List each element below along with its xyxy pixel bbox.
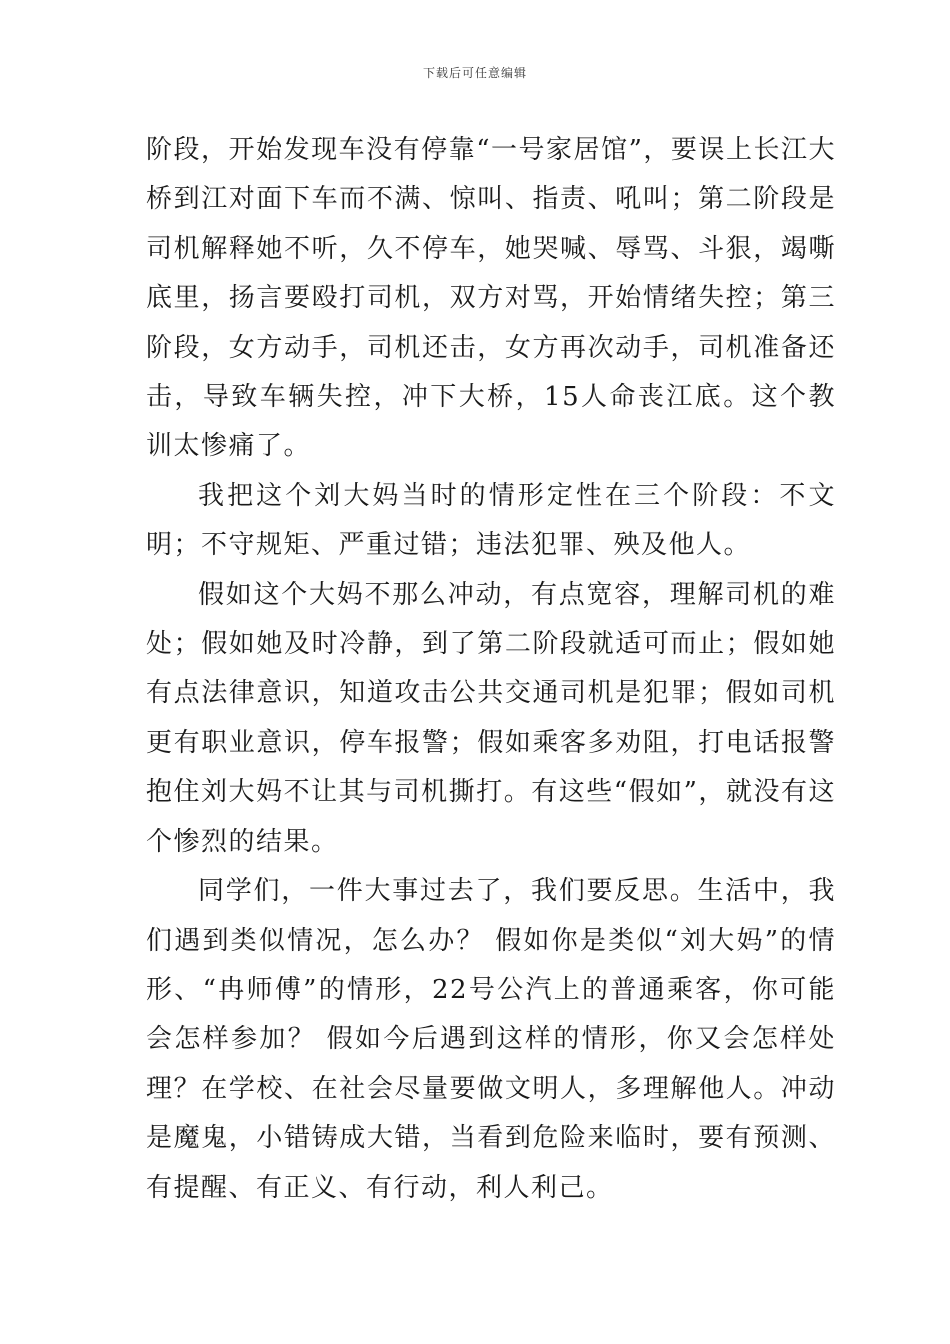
paragraph-1: 阶段，开始发现车没有停靠“一号家居馆”，要误上长江大桥到江对面下车而不满、惊叫、指责、吼叫；第二阶段是司机解释她不听，久不停车，她哭喊、辱骂、斗狠，竭嘶底里，扬言要殴打司机，双方对骂，开始情绪失控；第三阶段，女方动手，司机还击，女方再次动手，司机准备还击，导致车辆失控，冲下大桥，15人命丧江底。这个教训太惨痛了。 bbox=[146, 135, 836, 462]
document-body bbox=[146, 126, 836, 1213]
paragraph-2: 我把这个刘大妈当时的情形定性在三个阶段：不文明；不守规矩、严重过错；违法犯罪、殃及他人。 bbox=[146, 480, 836, 561]
page-header: 下载后可任意编辑 bbox=[422, 66, 527, 80]
paragraph-3: 假如这个大妈不那么冲动，有点宽容，理解司机的难处；假如她及时冷静，到了第二阶段就适可而止；假如她有点法律意识，知道攻击公共交通司机是犯罪；假如司机更有职业意识，停车报警；假如乘客多劝阻，打电话报警抱住刘大妈不让其与司机撕打。有这些“假如”，就没有这个惨烈的结果。 bbox=[146, 579, 836, 857]
paragraph-4: 同学们，一件大事过去了，我们要反思。生活中，我们遇到类似情况，怎么办？ 假如你是类似“刘大妈”的情形、“冉师傅”的情形，22号公汽上的普通乘客，你可能会怎样参加？ 假如今后遇到这样的情形，你又会怎样处理？在学校、在社会尽量要做文明人，多理解他人。冲动是魔鬼，小错铸成大错，当看到危险来临时，要有预测、有提醒、有正义、有行动，利人利己。 bbox=[146, 876, 836, 1203]
